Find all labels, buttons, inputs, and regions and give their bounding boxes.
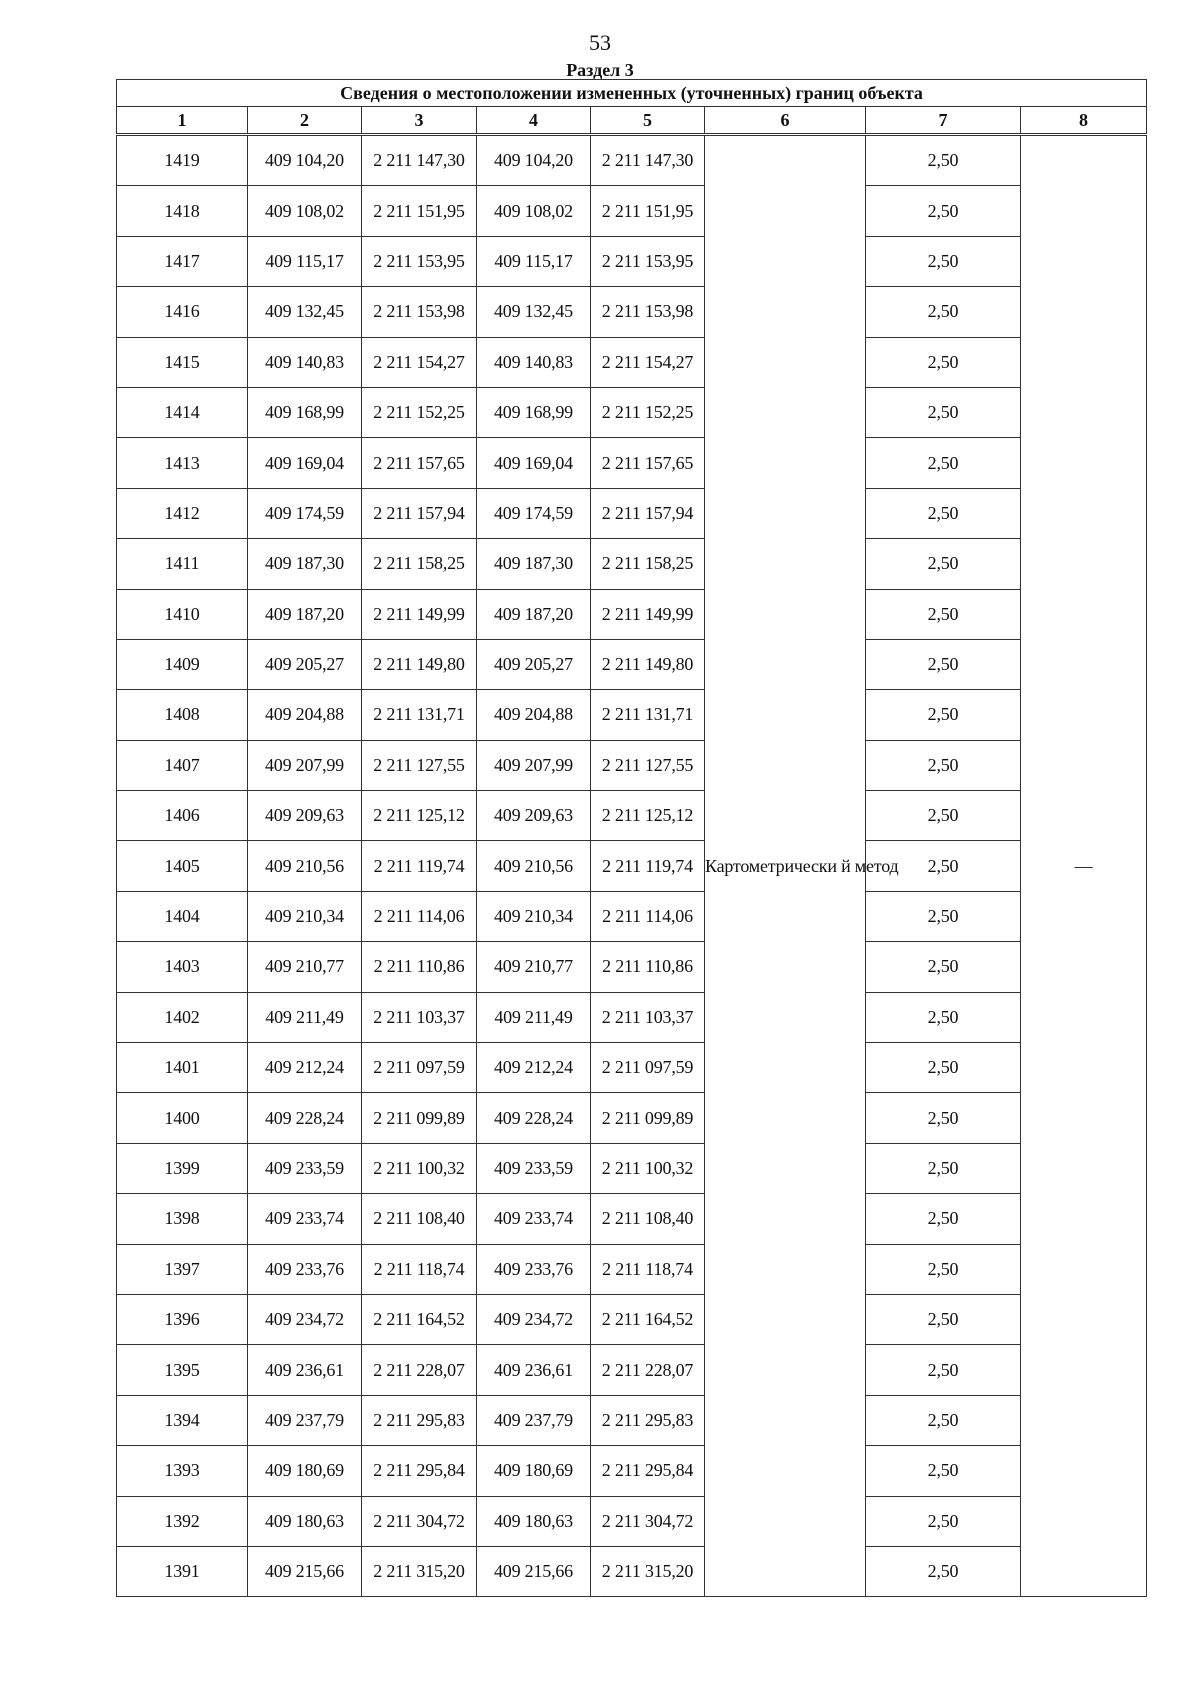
section-title: Раздел 3 [566, 60, 634, 80]
table-row [117, 1043, 1147, 1093]
table-row [117, 1496, 1147, 1546]
refined-y-cell: 2 211 304,72 [591, 1496, 705, 1546]
refined-y-cell: 2 211 153,95 [591, 236, 705, 286]
refined-y-cell: 2 211 149,80 [591, 639, 705, 689]
refined-x-cell: 409 168,99 [477, 387, 591, 437]
refined-x-cell: 409 115,17 [477, 236, 591, 286]
refined-y-cell: 2 211 114,06 [591, 891, 705, 941]
table-row [117, 337, 1147, 387]
accuracy-cell: 2,50 [866, 1093, 1021, 1143]
refined-y-cell: 2 211 158,25 [591, 539, 705, 589]
existing-x-cell: 409 210,77 [248, 942, 362, 992]
point-number-cell: 1405 [117, 841, 248, 891]
table-row [117, 589, 1147, 639]
existing-x-cell: 409 209,63 [248, 791, 362, 841]
point-number-cell: 1419 [117, 135, 248, 186]
refined-x-cell: 409 237,79 [477, 1395, 591, 1445]
refined-x-cell: 409 207,99 [477, 740, 591, 790]
existing-y-cell: 2 211 154,27 [362, 337, 477, 387]
accuracy-cell: 2,50 [866, 841, 1021, 891]
existing-x-cell: 409 215,66 [248, 1546, 362, 1596]
existing-x-cell: 409 132,45 [248, 287, 362, 337]
point-number-cell: 1401 [117, 1043, 248, 1093]
table-row [117, 1194, 1147, 1244]
point-number-cell: 1396 [117, 1294, 248, 1344]
existing-x-cell: 409 212,24 [248, 1043, 362, 1093]
refined-x-cell: 409 187,30 [477, 539, 591, 589]
refined-x-cell: 409 228,24 [477, 1093, 591, 1143]
point-number-cell: 1411 [117, 539, 248, 589]
existing-x-cell: 409 180,63 [248, 1496, 362, 1546]
table-row [117, 1546, 1147, 1596]
refined-y-cell: 2 211 164,52 [591, 1294, 705, 1344]
point-number-cell: 1406 [117, 791, 248, 841]
point-number-cell: 1409 [117, 639, 248, 689]
existing-y-cell: 2 211 118,74 [362, 1244, 477, 1294]
refined-y-cell: 2 211 295,83 [591, 1395, 705, 1445]
point-number-cell: 1392 [117, 1496, 248, 1546]
refined-x-cell: 409 108,02 [477, 186, 591, 236]
point-number-cell: 1403 [117, 942, 248, 992]
existing-x-cell: 409 211,49 [248, 992, 362, 1042]
existing-x-cell: 409 233,59 [248, 1143, 362, 1193]
table-row [117, 236, 1147, 286]
accuracy-cell: 2,50 [866, 387, 1021, 437]
accuracy-cell: 2,50 [866, 438, 1021, 488]
accuracy-cell: 2,50 [866, 1043, 1021, 1093]
existing-y-cell: 2 211 304,72 [362, 1496, 477, 1546]
refined-y-cell: 2 211 154,27 [591, 337, 705, 387]
refined-x-cell: 409 210,56 [477, 841, 591, 891]
accuracy-cell: 2,50 [866, 1395, 1021, 1445]
existing-y-cell: 2 211 127,55 [362, 740, 477, 790]
table-row [117, 1143, 1147, 1193]
table-row [117, 891, 1147, 941]
table-row [117, 287, 1147, 337]
existing-x-cell: 409 180,69 [248, 1446, 362, 1496]
table-row [117, 992, 1147, 1042]
boundary-coordinates-table [116, 79, 1147, 1597]
refined-y-cell: 2 211 119,74 [591, 841, 705, 891]
accuracy-cell: 2,50 [866, 992, 1021, 1042]
existing-y-cell: 2 211 131,71 [362, 690, 477, 740]
column-number: 7 [866, 107, 1021, 135]
accuracy-cell: 2,50 [866, 287, 1021, 337]
column-number: 4 [477, 107, 591, 135]
existing-y-cell: 2 211 114,06 [362, 891, 477, 941]
table-row [117, 942, 1147, 992]
refined-y-cell: 2 211 315,20 [591, 1546, 705, 1596]
accuracy-cell: 2,50 [866, 236, 1021, 286]
refined-y-cell: 2 211 152,25 [591, 387, 705, 437]
refined-x-cell: 409 233,76 [477, 1244, 591, 1294]
table-row [117, 186, 1147, 236]
column-number: 5 [591, 107, 705, 135]
refined-x-cell: 409 104,20 [477, 135, 591, 186]
existing-y-cell: 2 211 099,89 [362, 1093, 477, 1143]
table-row [117, 1345, 1147, 1395]
point-number-cell: 1404 [117, 891, 248, 941]
point-number-cell: 1391 [117, 1546, 248, 1596]
existing-y-cell: 2 211 152,25 [362, 387, 477, 437]
refined-y-cell: 2 211 100,32 [591, 1143, 705, 1193]
accuracy-cell: 2,50 [866, 337, 1021, 387]
existing-y-cell: 2 211 110,86 [362, 942, 477, 992]
accuracy-cell: 2,50 [866, 1345, 1021, 1395]
point-number-cell: 1415 [117, 337, 248, 387]
table-row [117, 690, 1147, 740]
existing-x-cell: 409 108,02 [248, 186, 362, 236]
existing-x-cell: 409 187,30 [248, 539, 362, 589]
refined-y-cell: 2 211 153,98 [591, 287, 705, 337]
existing-y-cell: 2 211 157,65 [362, 438, 477, 488]
existing-y-cell: 2 211 125,12 [362, 791, 477, 841]
refined-y-cell: 2 211 118,74 [591, 1244, 705, 1294]
existing-x-cell: 409 205,27 [248, 639, 362, 689]
existing-x-cell: 409 168,99 [248, 387, 362, 437]
page-number: 53 [589, 30, 611, 55]
refined-y-cell: 2 211 151,95 [591, 186, 705, 236]
table-row [117, 387, 1147, 437]
point-number-cell: 1400 [117, 1093, 248, 1143]
existing-x-cell: 409 234,72 [248, 1294, 362, 1344]
existing-y-cell: 2 211 295,83 [362, 1395, 477, 1445]
point-number-cell: 1398 [117, 1194, 248, 1244]
existing-y-cell: 2 211 097,59 [362, 1043, 477, 1093]
table-body [117, 135, 1147, 1597]
column-number: 3 [362, 107, 477, 135]
existing-x-cell: 409 210,34 [248, 891, 362, 941]
existing-y-cell: 2 211 151,95 [362, 186, 477, 236]
refined-x-cell: 409 215,66 [477, 1546, 591, 1596]
point-number-cell: 1416 [117, 287, 248, 337]
point-number-cell: 1393 [117, 1446, 248, 1496]
existing-x-cell: 409 115,17 [248, 236, 362, 286]
table-row [117, 438, 1147, 488]
accuracy-cell: 2,50 [866, 1294, 1021, 1344]
refined-x-cell: 409 140,83 [477, 337, 591, 387]
table-row [117, 841, 1147, 891]
refined-x-cell: 409 187,20 [477, 589, 591, 639]
refined-x-cell: 409 233,59 [477, 1143, 591, 1193]
table-row [117, 1093, 1147, 1143]
table-row [117, 791, 1147, 841]
refined-y-cell: 2 211 125,12 [591, 791, 705, 841]
existing-y-cell: 2 211 147,30 [362, 135, 477, 186]
existing-x-cell: 409 104,20 [248, 135, 362, 186]
point-number-cell: 1402 [117, 992, 248, 1042]
existing-y-cell: 2 211 158,25 [362, 539, 477, 589]
point-number-cell: 1412 [117, 488, 248, 538]
table-row [117, 1395, 1147, 1445]
existing-x-cell: 409 233,74 [248, 1194, 362, 1244]
point-number-cell: 1413 [117, 438, 248, 488]
point-number-cell: 1408 [117, 690, 248, 740]
existing-y-cell: 2 211 149,80 [362, 639, 477, 689]
refined-x-cell: 409 211,49 [477, 992, 591, 1042]
accuracy-cell: 2,50 [866, 942, 1021, 992]
refined-x-cell: 409 210,34 [477, 891, 591, 941]
refined-y-cell: 2 211 147,30 [591, 135, 705, 186]
accuracy-cell: 2,50 [866, 135, 1021, 186]
method-cell: Картометрически й метод [705, 135, 866, 1597]
existing-x-cell: 409 237,79 [248, 1395, 362, 1445]
point-number-cell: 1399 [117, 1143, 248, 1193]
existing-x-cell: 409 228,24 [248, 1093, 362, 1143]
accuracy-cell: 2,50 [866, 740, 1021, 790]
existing-y-cell: 2 211 295,84 [362, 1446, 477, 1496]
point-number-cell: 1407 [117, 740, 248, 790]
accuracy-cell: 2,50 [866, 891, 1021, 941]
table-row [117, 740, 1147, 790]
refined-y-cell: 2 211 108,40 [591, 1194, 705, 1244]
existing-x-cell: 409 210,56 [248, 841, 362, 891]
refined-x-cell: 409 236,61 [477, 1345, 591, 1395]
point-number-cell: 1397 [117, 1244, 248, 1294]
refined-x-cell: 409 204,88 [477, 690, 591, 740]
refined-x-cell: 409 180,63 [477, 1496, 591, 1546]
accuracy-cell: 2,50 [866, 539, 1021, 589]
existing-y-cell: 2 211 119,74 [362, 841, 477, 891]
column-number: 2 [248, 107, 362, 135]
existing-y-cell: 2 211 153,98 [362, 287, 477, 337]
refined-y-cell: 2 211 228,07 [591, 1345, 705, 1395]
accuracy-cell: 2,50 [866, 1446, 1021, 1496]
accuracy-cell: 2,50 [866, 589, 1021, 639]
accuracy-cell: 2,50 [866, 488, 1021, 538]
existing-x-cell: 409 169,04 [248, 438, 362, 488]
table-row [117, 135, 1147, 186]
existing-x-cell: 409 174,59 [248, 488, 362, 538]
refined-x-cell: 409 212,24 [477, 1043, 591, 1093]
refined-y-cell: 2 211 097,59 [591, 1043, 705, 1093]
existing-y-cell: 2 211 228,07 [362, 1345, 477, 1395]
refined-x-cell: 409 209,63 [477, 791, 591, 841]
table-row [117, 639, 1147, 689]
refined-y-cell: 2 211 157,65 [591, 438, 705, 488]
column-number: 1 [117, 107, 248, 135]
table-row [117, 488, 1147, 538]
point-number-cell: 1417 [117, 236, 248, 286]
point-number-cell: 1410 [117, 589, 248, 639]
refined-x-cell: 409 234,72 [477, 1294, 591, 1344]
point-number-cell: 1414 [117, 387, 248, 437]
existing-x-cell: 409 140,83 [248, 337, 362, 387]
column-number: 6 [705, 107, 866, 135]
refined-x-cell: 409 180,69 [477, 1446, 591, 1496]
existing-y-cell: 2 211 157,94 [362, 488, 477, 538]
refined-y-cell: 2 211 103,37 [591, 992, 705, 1042]
existing-y-cell: 2 211 103,37 [362, 992, 477, 1042]
existing-y-cell: 2 211 153,95 [362, 236, 477, 286]
table-row [117, 1446, 1147, 1496]
existing-y-cell: 2 211 164,52 [362, 1294, 477, 1344]
point-number-cell: 1418 [117, 186, 248, 236]
refined-x-cell: 409 169,04 [477, 438, 591, 488]
existing-y-cell: 2 211 315,20 [362, 1546, 477, 1596]
accuracy-cell: 2,50 [866, 1496, 1021, 1546]
accuracy-cell: 2,50 [866, 1143, 1021, 1193]
refined-y-cell: 2 211 149,99 [591, 589, 705, 639]
accuracy-cell: 2,50 [866, 791, 1021, 841]
refined-x-cell: 409 205,27 [477, 639, 591, 689]
refined-y-cell: 2 211 127,55 [591, 740, 705, 790]
refined-x-cell: 409 132,45 [477, 287, 591, 337]
existing-y-cell: 2 211 100,32 [362, 1143, 477, 1193]
existing-x-cell: 409 207,99 [248, 740, 362, 790]
point-number-cell: 1394 [117, 1395, 248, 1445]
refined-y-cell: 2 211 099,89 [591, 1093, 705, 1143]
accuracy-cell: 2,50 [866, 639, 1021, 689]
refined-y-cell: 2 211 131,71 [591, 690, 705, 740]
refined-y-cell: 2 211 295,84 [591, 1446, 705, 1496]
refined-x-cell: 409 174,59 [477, 488, 591, 538]
accuracy-cell: 2,50 [866, 1194, 1021, 1244]
existing-x-cell: 409 204,88 [248, 690, 362, 740]
table-caption: Сведения о местоположении измененных (уточненных) границ объекта [117, 80, 1147, 107]
refined-x-cell: 409 233,74 [477, 1194, 591, 1244]
accuracy-cell: 2,50 [866, 1546, 1021, 1596]
point-number-cell: 1395 [117, 1345, 248, 1395]
existing-x-cell: 409 187,20 [248, 589, 362, 639]
existing-y-cell: 2 211 149,99 [362, 589, 477, 639]
column-number-row [117, 107, 1147, 135]
existing-y-cell: 2 211 108,40 [362, 1194, 477, 1244]
accuracy-cell: 2,50 [866, 186, 1021, 236]
refined-y-cell: 2 211 157,94 [591, 488, 705, 538]
table-row [117, 1244, 1147, 1294]
note-cell: — [1021, 135, 1147, 1597]
existing-x-cell: 409 233,76 [248, 1244, 362, 1294]
column-number: 8 [1021, 107, 1147, 135]
accuracy-cell: 2,50 [866, 1244, 1021, 1294]
accuracy-cell: 2,50 [866, 690, 1021, 740]
table-row [117, 539, 1147, 589]
existing-x-cell: 409 236,61 [248, 1345, 362, 1395]
refined-y-cell: 2 211 110,86 [591, 942, 705, 992]
refined-x-cell: 409 210,77 [477, 942, 591, 992]
table-row [117, 1294, 1147, 1344]
